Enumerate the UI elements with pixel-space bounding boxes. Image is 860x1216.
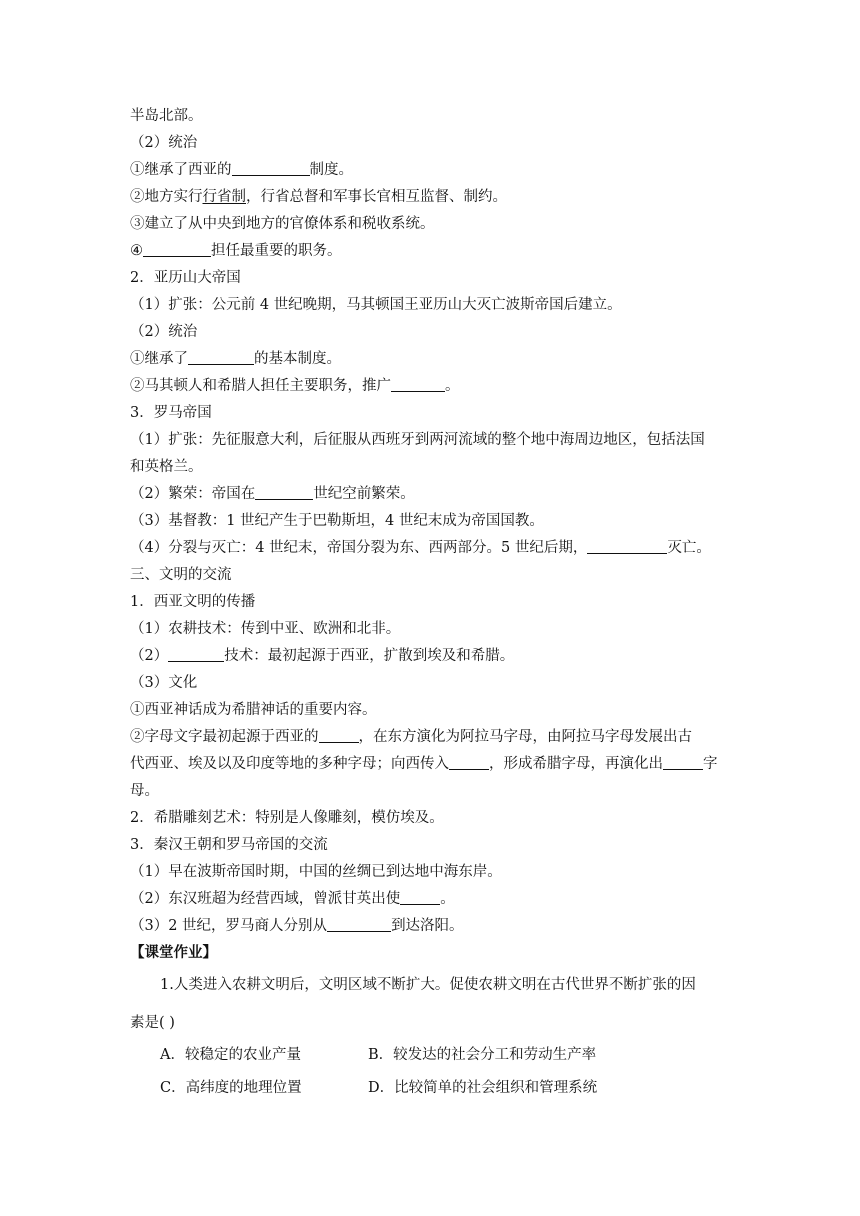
text-line: 母。	[130, 783, 159, 799]
text-line: （1）扩张：先征服意大利，后征服从西班牙到两河流域的整个地中海周边地区，包括法国	[130, 432, 705, 448]
text-line: （3）基督教：1 世纪产生于巴勒斯坦，4 世纪末成为帝国国教。	[130, 513, 544, 529]
section-heading: 3．罗马帝国	[130, 405, 212, 421]
text-line: ①继承了 的基本制度。	[130, 351, 341, 367]
section-heading: （3）文化	[130, 675, 198, 691]
fill-blank	[400, 890, 440, 905]
section-heading: （2）统治	[130, 135, 198, 151]
text-line: 和英格兰。	[130, 459, 203, 475]
text-line: ①继承了西亚的 制度。	[130, 162, 353, 178]
text-line: ④ 担任最重要的职务。	[130, 243, 342, 259]
fill-blank	[327, 917, 391, 932]
fill-blank	[168, 647, 224, 662]
text-line: （2） 技术：最初起源于西亚，扩散到埃及和希腊。	[130, 648, 515, 664]
fill-blank	[449, 755, 489, 770]
section-heading: 2．亚历山大帝国	[130, 270, 241, 286]
fill-blank	[232, 161, 310, 176]
text-line: （1）扩张：公元前 4 世纪晚期，马其顿国王亚历山大灭亡波斯帝国后建立。	[130, 297, 622, 313]
question-stem: 1.人类进入农耕文明后，文明区域不断扩大。促使农耕文明在古代世界不断扩张的因	[160, 977, 696, 993]
homework-heading: 【课堂作业】	[130, 944, 217, 961]
fill-blank	[188, 350, 254, 365]
fill-blank	[663, 755, 703, 770]
section-heading: 3．秦汉王朝和罗马帝国的交流	[130, 837, 328, 853]
text-line: ①西亚神话成为希腊神话的重要内容。	[130, 702, 377, 718]
fill-blank	[255, 485, 313, 500]
fill-blank	[391, 377, 445, 392]
section-heading: （2）统治	[130, 324, 198, 340]
fill-blank	[319, 728, 359, 743]
text-line: （2）繁荣：帝国在 世纪空前繁荣。	[130, 486, 415, 502]
text-line: （4）分裂与灭亡：4 世纪末，帝国分裂为东、西两部分。5 世纪后期， 灭亡。	[130, 540, 711, 556]
question-stem: 素是( )	[130, 1015, 175, 1031]
text-line: （1）早在波斯帝国时期，中国的丝绸已到达地中海东岸。	[130, 864, 502, 880]
option-a: A．较稳定的农业产量	[160, 1047, 301, 1063]
text-line: ②字母文字最初起源于西亚的 ，在东方演化为阿拉马字母，由阿拉马字母发展出古	[130, 729, 692, 745]
text-line: ③建立了从中央到地方的官僚体系和税收系统。	[130, 216, 435, 232]
text-line: （1）农耕技术：传到中亚、欧洲和北非。	[130, 621, 401, 637]
text-line: 代西亚、埃及以及印度等地的多种字母；向西传入 ，形成希腊字母，再演化出 字	[130, 756, 718, 772]
fill-blank	[587, 539, 667, 554]
text-line: （3）2 世纪，罗马商人分别从 到达洛阳。	[130, 918, 464, 934]
fill-blank	[143, 242, 211, 257]
section-heading: 2．希腊雕刻艺术：特别是人像雕刻，模仿埃及。	[130, 810, 444, 826]
option-c: C．高纬度的地理位置	[160, 1080, 302, 1096]
option-d: D．比较简单的社会组织和管理系统	[368, 1080, 598, 1096]
text-line: ②马其顿人和希腊人担任主要职务，推广 。	[130, 378, 460, 394]
text-line: 半岛北部。	[130, 108, 203, 124]
section-heading: 三、文明的交流	[130, 567, 232, 583]
text-line: （2）东汉班超为经营西域，曾派甘英出使 。	[130, 891, 455, 907]
section-heading: 1．西亚文明的传播	[130, 594, 256, 610]
option-b: B．较发达的社会分工和劳动生产率	[368, 1047, 597, 1063]
text-line: ②地方实行行省制，行省总督和军事长官相互监督、制约。	[130, 189, 507, 205]
